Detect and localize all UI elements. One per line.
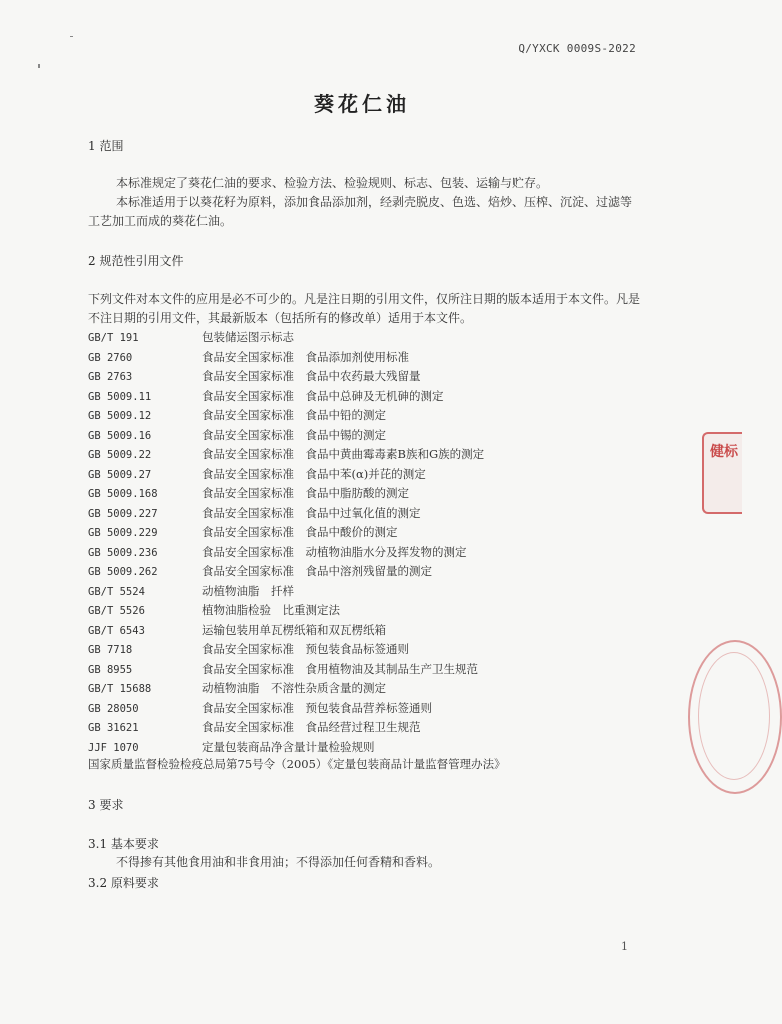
- reference-list: [88, 329, 648, 758]
- reference-row: [88, 622, 648, 642]
- reference-title: 食品安全国家标准 食品中过氧化值的测定: [202, 505, 421, 520]
- section-2-heading: 2 规范性引用文件: [88, 254, 184, 268]
- reference-code: GB 2760: [88, 351, 133, 364]
- reference-row: [88, 680, 648, 700]
- reference-code: GB 8955: [88, 663, 133, 676]
- document-title: 葵花仁油: [314, 92, 410, 116]
- reference-row: [88, 368, 648, 388]
- reference-code: GB/T 5526: [88, 605, 145, 617]
- reference-row: [88, 524, 648, 544]
- reference-code: GB/T 191: [88, 332, 139, 344]
- reference-title: 食品安全国家标准 预包装食品营养标签通则: [202, 700, 432, 715]
- reference-code: GB 5009.27: [88, 468, 152, 481]
- reference-title: 运输包装用单瓦楞纸箱和双瓦楞纸箱: [202, 622, 386, 637]
- section-3-heading: 3 要求: [88, 798, 124, 812]
- reference-code: GB 5009.12: [88, 410, 152, 422]
- reference-title: 食品安全国家标准 食用植物油及其制品生产卫生规范: [202, 661, 478, 676]
- reference-row: [88, 505, 648, 525]
- reference-title: 食品安全国家标准 食品添加剂使用标准: [202, 349, 409, 364]
- reference-code: GB 5009.236: [88, 546, 158, 559]
- reference-code: GB 7718: [88, 644, 133, 656]
- reference-title: 食品安全国家标准 食品中锡的测定: [202, 427, 386, 442]
- reference-row: [88, 388, 648, 408]
- scan-speck: [70, 36, 73, 37]
- section-1-paragraph-1: 本标准规定了葵花仁油的要求、检验方法、检验规则、标志、包装、运输与贮存。: [116, 176, 549, 190]
- section-1-heading: 1 范围: [88, 139, 124, 153]
- reference-title: 食品安全国家标准 食品中苯(α)并芘的测定: [202, 466, 426, 481]
- reference-title: 食品安全国家标准 预包装食品标签通则: [202, 642, 409, 656]
- reference-row: [88, 544, 648, 564]
- reference-title: 定量包装商品净含量计量检验规则: [202, 739, 375, 754]
- reference-title: 动植物油脂 扦样: [202, 583, 294, 598]
- reference-code: GB/T 15688: [88, 683, 152, 695]
- reference-code: GB/T 6543: [88, 624, 145, 637]
- reference-row: [88, 719, 648, 739]
- scan-speck: [38, 64, 40, 68]
- reference-row: [88, 407, 648, 427]
- reference-row: [88, 583, 648, 603]
- reference-code: GB 5009.168: [88, 488, 158, 500]
- reference-title: 食品安全国家标准 食品中黄曲霉毒素B族和G族的测定: [202, 447, 485, 461]
- page-number: 1: [621, 940, 628, 953]
- reference-row: [88, 661, 648, 681]
- reference-title: 食品安全国家标准 食品中总砷及无机砷的测定: [202, 388, 444, 403]
- reference-title: 动植物油脂 不溶性杂质含量的测定: [202, 681, 386, 695]
- reference-row: [88, 329, 648, 349]
- reference-title: 植物油脂检验 比重测定法: [202, 603, 340, 617]
- reference-code: GB 5009.229: [88, 527, 158, 539]
- section-3-1-heading: 3.1 基本要求: [88, 837, 159, 851]
- reference-title: 食品安全国家标准 食品中酸价的测定: [202, 525, 398, 539]
- reference-row: [88, 641, 648, 661]
- reference-code: GB 28050: [88, 702, 139, 715]
- document-code: Q/YXCK 0009S-2022: [518, 42, 636, 55]
- reference-code: JJF 1070: [88, 741, 139, 754]
- reference-title: 食品安全国家标准 食品中溶剂残留量的测定: [202, 564, 432, 578]
- reference-code: GB 2763: [88, 371, 133, 383]
- section-2-paragraph: 下列文件对本文件的应用是必不可少的。凡是注日期的引用文件，仅所注日期的版本适用于本文件。凡是不注日期的引用文件，其最新版本（包括所有的修改单）适用于本文件。: [88, 292, 641, 325]
- reference-title: 食品安全国家标准 食品中脂肪酸的测定: [202, 486, 409, 500]
- reference-title: 包装储运图示标志: [202, 330, 294, 344]
- reference-row: [88, 602, 648, 622]
- reference-code: GB/T 5524: [88, 585, 145, 598]
- red-stamp-fragment: [702, 432, 742, 514]
- reference-code: GB 5009.22: [88, 449, 152, 461]
- red-seal-fragment: [688, 640, 782, 794]
- section-3-2-heading: 3.2 原料要求: [88, 876, 159, 890]
- reference-title: 食品安全国家标准 食品中铅的测定: [202, 408, 386, 422]
- reference-code: GB 5009.11: [88, 390, 152, 403]
- section-3-1-paragraph: 不得掺有其他食用油和非食用油；不得添加任何香精和香料。: [116, 855, 441, 869]
- reference-code: GB 31621: [88, 722, 139, 734]
- reference-title: 食品安全国家标准 食品中农药最大残留量: [202, 369, 421, 383]
- reference-code: GB 5009.16: [88, 429, 152, 442]
- reference-title: 食品安全国家标准 食品经营过程卫生规范: [202, 720, 421, 734]
- reference-code: GB 5009.227: [88, 507, 158, 520]
- reference-row: [88, 700, 648, 720]
- stamp-text: 健标: [710, 444, 738, 460]
- reference-row: [88, 446, 648, 466]
- reference-row: [88, 427, 648, 447]
- law-reference-line: 国家质量监督检验检疫总局第75号令（2005）《定量包装商品计量监督管理办法》: [88, 757, 506, 771]
- section-1-paragraph-2: 本标准适用于以葵花籽为原料，添加食品添加剂，经剥壳脱皮、色选、焙炒、压榨、沉淀、过滤等工艺加工而成的葵花仁油。: [88, 195, 633, 228]
- reference-row: [88, 466, 648, 486]
- reference-row: [88, 485, 648, 505]
- reference-code: GB 5009.262: [88, 566, 158, 578]
- reference-row: [88, 349, 648, 369]
- reference-row: [88, 563, 648, 583]
- reference-title: 食品安全国家标准 动植物油脂水分及挥发物的测定: [202, 544, 467, 559]
